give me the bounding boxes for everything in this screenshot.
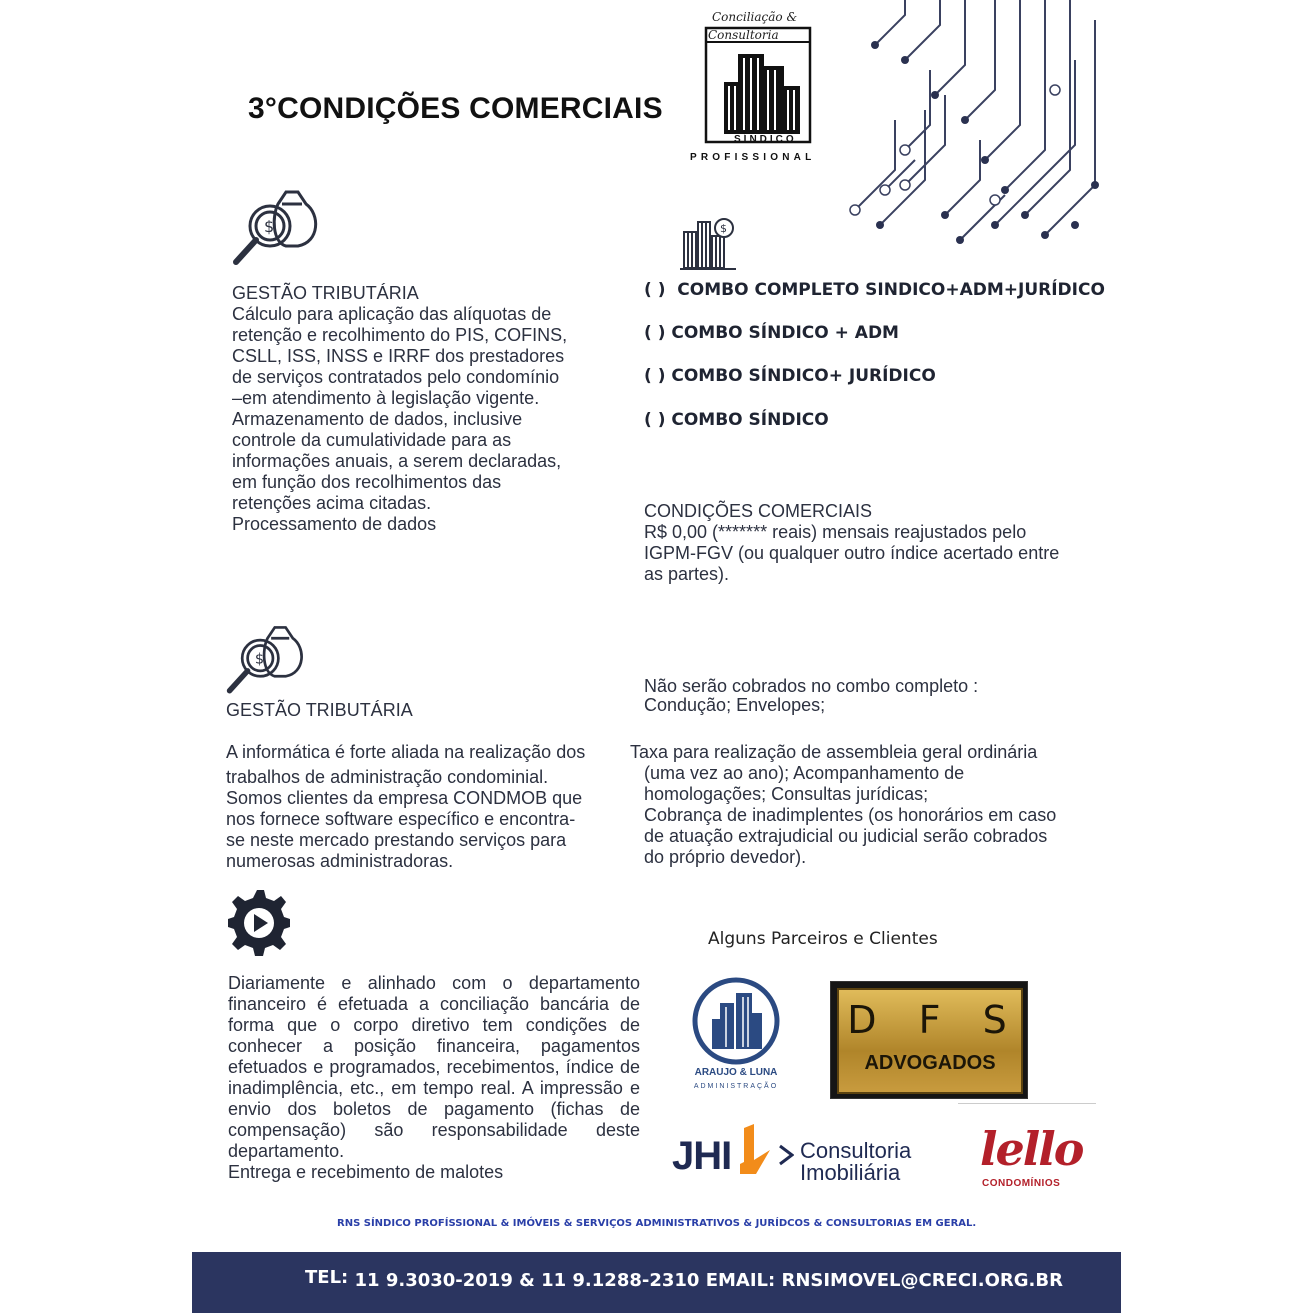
section1-body [232,304,567,535]
building-logo-icon [704,26,812,146]
dfs-sub: ADVOGADOS [864,1052,996,1074]
logo-line-4: PROFISSIONAL [690,152,816,163]
buildings-coin-icon [680,216,740,272]
svg-text:$: $ [264,217,275,236]
company-logo [688,8,838,168]
araujo-name: ARAUJO & LUNA [694,1067,778,1078]
araujo-luna-logo [680,975,792,1095]
circuit-decoration-icon [845,0,1105,250]
fees-block [630,742,1056,868]
not-charged-line: Não serão cobrados no combo completo : [644,676,979,696]
svg-text:$: $ [720,222,727,235]
logo-line-2: Consultoria [708,28,779,42]
section1-line: CSLL, ISS, INSS e IRRF dos prestadores [232,346,565,366]
footer-contact [305,1267,1063,1291]
conditions-line: as partes). [644,564,730,584]
fees-line: do próprio devedor). [644,847,807,867]
section1-line: retenções acima citadas. [232,493,432,513]
lello-sub: CONDOMÍNIOS [982,1178,1061,1189]
section2-heading: GESTÃO TRIBUTÁRIA [226,700,413,720]
not-charged-line: Condução; Envelopes; [644,695,826,715]
gear-icon [224,884,290,960]
conditions-line: R$ 0,00 (******* reais) mensais reajustados pelo [644,522,1027,542]
jhi-chevron-icon [778,1144,794,1166]
araujo-building-icon [690,975,782,1067]
money-magnifier-icon [228,186,318,270]
jhi-name: JHI [672,1134,732,1178]
combo-option-sindico-adm[interactable]: ( ) COMBO SÍNDICO + ADM [644,323,899,343]
combo-option-sindico-juridico[interactable]: ( ) COMBO SÍNDICO+ JURÍDICO [644,366,936,386]
money-magnifier-icon-2 [222,622,304,698]
fees-line: Cobrança de inadimplentes (os honorários em caso [644,805,1057,825]
page-title: 3°CONDIÇÕES COMERCIAIS [248,92,663,125]
fees-line: de atuação extrajudicial ou judicial serão cobrados [644,826,1048,846]
section1-line: controle da cumulatividade para as [232,430,512,450]
lello-name: lello [980,1122,1083,1176]
dfs-advogados-logo [830,981,1028,1099]
section2-line: Somos clientes da empresa CONDMOB que [226,788,583,808]
conditions-body [644,522,1059,585]
lello-logo [972,1122,1082,1194]
conditions-heading: CONDIÇÕES COMERCIAIS [644,501,873,521]
logo-line-1: Conciliação & [712,10,798,24]
section1-line: de serviços contratados pelo condomínio [232,367,560,387]
partners-divider [958,1103,1096,1104]
section2-line: trabalhos de administração condominial. [226,767,549,787]
not-charged-block [644,677,978,715]
araujo-sub: ADMINISTRAÇÃO [693,1083,779,1090]
section2-line: A informática é forte aliada na realização dos [226,742,586,762]
partners-heading: Alguns Parceiros e Clientes [708,929,938,949]
combo-option-complete[interactable]: ( ) COMBO COMPLETO SINDICO+ADM+JURÍDICO [644,280,1105,300]
jhi-line2: Imobiliária [800,1160,901,1185]
logo-line-3: SÍNDICO [734,134,797,145]
section3-body: Diariamente e alinhado com o departamento financeiro é efetuada a conciliação bancária de forma que o corpo diretivo tem condições de conhecer a posição financeira, pagamentos efetuados e programados, recebimentos, índice de inadimplência, etc., em tempo real. A impressão e envio dos boletos de pagamento (fichas de compensação) são responsabilidade deste departamento. [228,973,640,1161]
section1-line: Armazenamento de dados, inclusive [232,409,523,429]
fees-line: homologações; Consultas jurídicas; [644,784,929,804]
section2-line: se neste mercado prestando serviços para [226,830,567,850]
section2-line: numerosas administradoras. [226,851,454,871]
section1-line: Processamento de dados [232,514,437,534]
svg-text:$: $ [254,651,265,668]
combo-option-sindico[interactable]: ( ) COMBO SÍNDICO [644,410,829,430]
section1-line: –em atendimento à legislação vigente. [232,388,540,408]
footer-tagline: RNS SÍNDICO PROFÍSSIONAL & IMÓVEIS & SERVIÇOS ADMINISTRATIVOS & JURÍDCOS & CONSULTORIAS EM GERAL. [337,1218,977,1229]
section2-line: nos fornece software específico e encontra- [226,809,576,829]
contact-info[interactable]: 11 9.3030-2019 & 11 9.1288-2310 EMAIL: RNSIMOVEL@CRECI.ORG.BR [348,1270,1063,1291]
section3-last-line: Entrega e recebimento de malotes [228,1162,504,1182]
section1-line: Cálculo para aplicação das alíquotas de [232,304,552,324]
jhi-logo [672,1124,922,1184]
fees-line: (uma vez ao ano); Acompanhamento de [644,763,965,783]
conditions-line: IGPM-FGV (ou qualquer outro índice acertado entre [644,543,1060,563]
jhi-arrow-icon [736,1124,772,1180]
dfs-letters: D F S [847,998,1013,1042]
section1-line: retenção e recolhimento do PIS, COFINS, [232,325,568,345]
jhi-line1: Consultoria [800,1138,912,1163]
section1-line: em função dos recolhimentos das [232,472,502,492]
section2-body [226,742,585,872]
section1-heading: GESTÃO TRIBUTÁRIA [232,283,419,303]
fees-line: Taxa para realização de assembleia geral ordinária [630,742,1038,762]
section1-line: informações anuais, a serem declaradas, [232,451,562,471]
tel-label: TEL: [305,1267,349,1288]
